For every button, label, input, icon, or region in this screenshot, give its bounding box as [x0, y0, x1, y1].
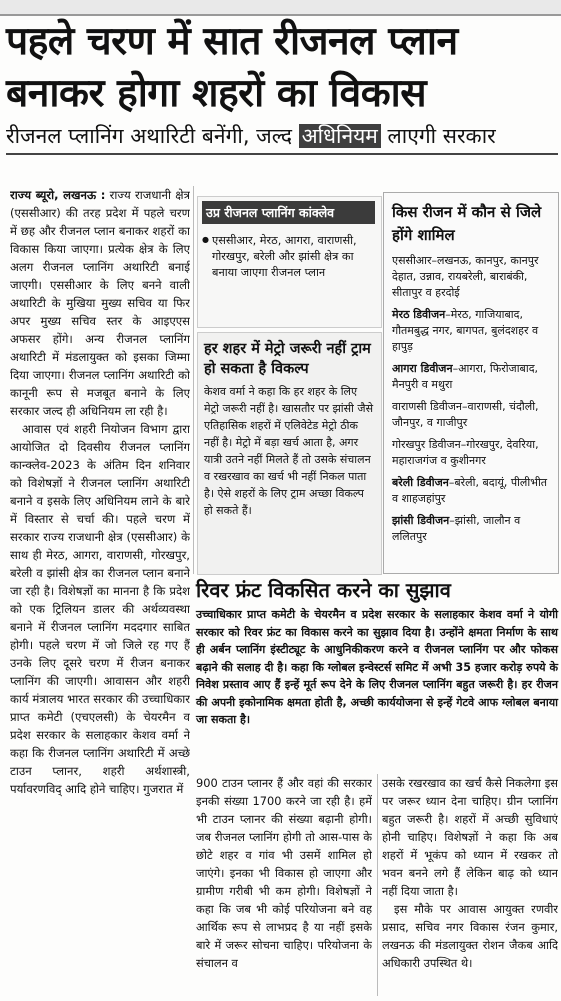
metro-box	[197, 332, 382, 575]
headline-line-2: बनाकर होगा शहरों का विकास	[6, 71, 427, 116]
river-front-title: रिवर फ्रंट विकसित करने का सुझाव	[196, 578, 451, 602]
subheadline-highlight: अधिनियम	[299, 124, 381, 148]
region-item	[392, 399, 552, 431]
region-name: गोरखपुर डिवीजन	[392, 438, 461, 451]
article-column-3-para-2: इस मौके पर आवास आयुक्त रणवीर प्रसाद, सचिव नगर विकास रंजन कुमार, लखनऊ की मंडलायुक्त रोशन जैकब आदि अधिकारी उपस्थित थे।	[382, 902, 558, 970]
region-name: झांसी डिवीजन	[392, 514, 450, 527]
conclave-box	[197, 196, 382, 328]
subheadline-tail: लाएगी सरकार	[380, 124, 496, 148]
region-name: मेरठ डिवीजन	[392, 308, 446, 321]
region-districts: –आगरा, फिरोजाबाद, मैनपुरी व मथुरा	[392, 362, 539, 391]
headline-line-1: पहले चरण में सात रीजनल प्लान	[6, 19, 458, 64]
region-name: आगरा डिवीजन	[392, 362, 453, 375]
article-para-2: आवास एवं शहरी नियोजन विभाग द्वारा आयोजित दो दिवसीय रीजनल प्लानिंग कान्क्लेव-2023 के अंतिम दिन शनिवार को विशेषज्ञों ने रीजनल प्लानिंग अथारिटी बनाने व इसके लिए अधिनियम लाने के बारे में विस्तार से चर्चा की। पहले चरण में सरकार राज्य राजधानी क्षेत्र (एससीआर) के साथ ही मेरठ, आगरा, वाराणसी, गोरखपुर, बरेली व झांसी क्षेत्र का रीजनल प्लान बनाने जा रही है। विशेषज्ञों का मानना है कि प्रदेश को एक ट्रिलियन डालर की अर्थव्यवस्था बनाने में रीजनल प्लानिंग मददगार साबित होगी। पहले चरण में जो जिले रह गए हैं उनके लिए दूसरे चरण में रीजन बनाकर प्लानिंग की जाएगी। आवासन और शहरी कार्य मंत्रालय भारत सरकार की उच्चाधिकार प्राप्त कमेटी (एचएलसी) के चेयरमैन व प्रदेश सरकार के सलाहकार केशव वर्मा ने कहा कि रीजनल प्लानिंग अथारिटी में अच्छे टाउन प्लानर, शहरी अर्थशास्त्री, पर्यावरणविद् आदि होने चाहिए। गुजरात में	[10, 422, 190, 796]
conclave-bullet: ● एससीआर, मेरठ, आगरा, वाराणसी, गोरखपुर, बरेली और झांसी क्षेत्र का बनाया जाएगा रीजनल प्लान	[212, 232, 375, 281]
region-item	[392, 475, 552, 507]
article-column-1	[10, 186, 190, 994]
headline	[6, 16, 558, 120]
page-top-strip	[0, 0, 561, 16]
region-districts: –झांसी, जालौन व ललितपुर	[392, 514, 521, 543]
region-name: वाराणसी डिवीजन	[392, 400, 463, 413]
region-districts: –बरेली, बदायूं, पीलीभीत व शाहजहांपुर	[392, 476, 548, 505]
region-name: बरेली डिवीजन	[392, 476, 449, 489]
region-item	[392, 253, 552, 301]
subheadline-text: रीजनल प्लानिंग अथारिटी बनेंगी, जल्द	[6, 124, 299, 148]
column-divider	[377, 774, 378, 996]
region-districts: –गोरखपुर, देवरिया, महाराजगंज व कुशीनगर	[392, 438, 539, 467]
article-column-3	[382, 774, 558, 996]
subheadline	[6, 120, 558, 155]
region-item	[392, 437, 552, 469]
conclave-list	[198, 232, 381, 281]
region-name: एससीआर	[392, 254, 432, 267]
article-column-2: 900 टाउन प्लानर हैं और वहां की सरकार इनकी संख्या 1700 करने जा रही है। हमें भी टाउन प्लानर की संख्या बढ़ानी होगी। जब रीजनल प्लानिंग होगी तो आस-पास के छोटे शहर व गांव भी उसमें शामिल हो जाएंगे। इनका भी विकास हो जाएगा और ग्रामीण गरीबी भी कम होगी। विशेषज्ञों ने कहा कि जब भी कोई परियोजना बने वह आर्थिक रूप से लाभप्रद है या नहीं इसके बारे में जरूर सोचना चाहिए। परियोजना के संचालन व	[196, 776, 372, 970]
region-districts: –वाराणसी, चंदौली, जौनपुर, व गाजीपुर	[392, 400, 539, 429]
column-divider	[193, 186, 194, 574]
region-list	[384, 253, 558, 545]
region-districts: –मेरठ, गाजियाबाद, गौतमबुद्ध नगर, बागपत, बुलंदशहर व हापुड़	[392, 308, 539, 353]
article-para-1-text: राज्य राजधानी क्षेत्र (एससीआर) की तरह प्रदेश में पहले चरण में छह और रीजनल प्लान बनाकर शहरों का विकास किया जाएगा। प्रत्येक क्षेत्र के लिए अलग रीजनल प्लानिंग अथारिटी बनाई जाएगी। एससीआर के लिए बनने वाली अथारिटी के मुखिया मुख्य सचिव या फिर अपर मुख्य सचिव स्तर के आइएएस अफसर होंगे। अन्य रीजनल प्लानिंग अथारिटी में मंडलायुक्त को इसका जिम्मा दिया जाएगा। रीजनल प्लानिंग अथारिटी को कानूनी रूप से मजबूत बनाने के लिए सरकार जल्द ही अधिनियम ला रही है।	[10, 188, 190, 418]
region-item	[392, 307, 552, 355]
river-front-text: उच्चाधिकार प्राप्त कमेटी के चेयरमैन व प्रदेश सरकार के सलाहकार केशव वर्मा ने योगी सरकार को रिवर फ्रंट का विकास करने का सुझाव दिया है। उन्होंने क्षमता निर्माण के साथ ही अर्बन प्लानिंग इंस्टीट्यूट के आधुनिकीकरण करने व रीजनल प्लानिंग पर और फोकस बढ़ाने की सलाह दी है। कहा कि ग्लोबल इन्वेस्टर्स समिट में अभी 35 हजार करोड़ रुपये के निवेश प्रस्ताव आए हैं इन्हें मूर्त रूप देने के लिए रीजनल प्लानिंग बहुत जरूरी है। हर रीजन की अपनी इकोनामिक क्षमता होती है, अच्छी कार्ययोजना से इन्हें गेटवे आफ ग्लोबल बनाया जा सकता है।	[196, 608, 558, 726]
article-para-1	[10, 186, 190, 420]
region-box	[383, 192, 559, 574]
region-item	[392, 361, 552, 393]
region-title: किस रीजन में कौन से जिले होंगे शामिल	[392, 203, 542, 244]
region-districts: –लखनऊ, कानपुर, कानपुर देहात, उन्नाव, रायबरेली, बाराबंकी, सीतापुर व हरदोई	[392, 254, 539, 299]
metro-text: केशव वर्मा ने कहा कि हर शहर के लिए मेट्रो जरूरी नहीं है। खासतौर पर झांसी जैसे एतिहासिक शहरों में एलिवेटेड मेट्रो ठीक नहीं है। मेट्रो में बड़ा खर्च आता है, अगर यात्री उतने नहीं मिलते हैं तो उसके संचालन व रखरखाव का खर्च भी नहीं निकल पाता है। ऐसे शहरों के लिए ट्राम अच्छा विकल्प हो सकते हैं।	[204, 385, 374, 517]
conclave-tag: उप्र रीजनल प्लानिंग कांक्लेव	[202, 201, 375, 224]
region-item	[392, 513, 552, 545]
byline: राज्य ब्यूरो, लखनऊ :	[10, 188, 106, 202]
article-column-3-para-1: उसके रखरखाव का खर्च कैसे निकलेगा इस पर जरूर ध्यान देना चाहिए। ग्रीन प्लानिंग बहुत जरूरी है। शहरों में अच्छी सुविधाएं होनी चाहिए। विशेषज्ञों ने कहा कि अब शहरों में भूकंप को ध्यान में रखकर तो भवन बनने लगे हैं लेकिन बाढ़ को ध्यान नहीं दिया जाता है।	[382, 776, 558, 898]
metro-title: हर शहर में मेट्रो जरूरी नहीं ट्राम हो सकता है विकल्प	[204, 341, 371, 377]
